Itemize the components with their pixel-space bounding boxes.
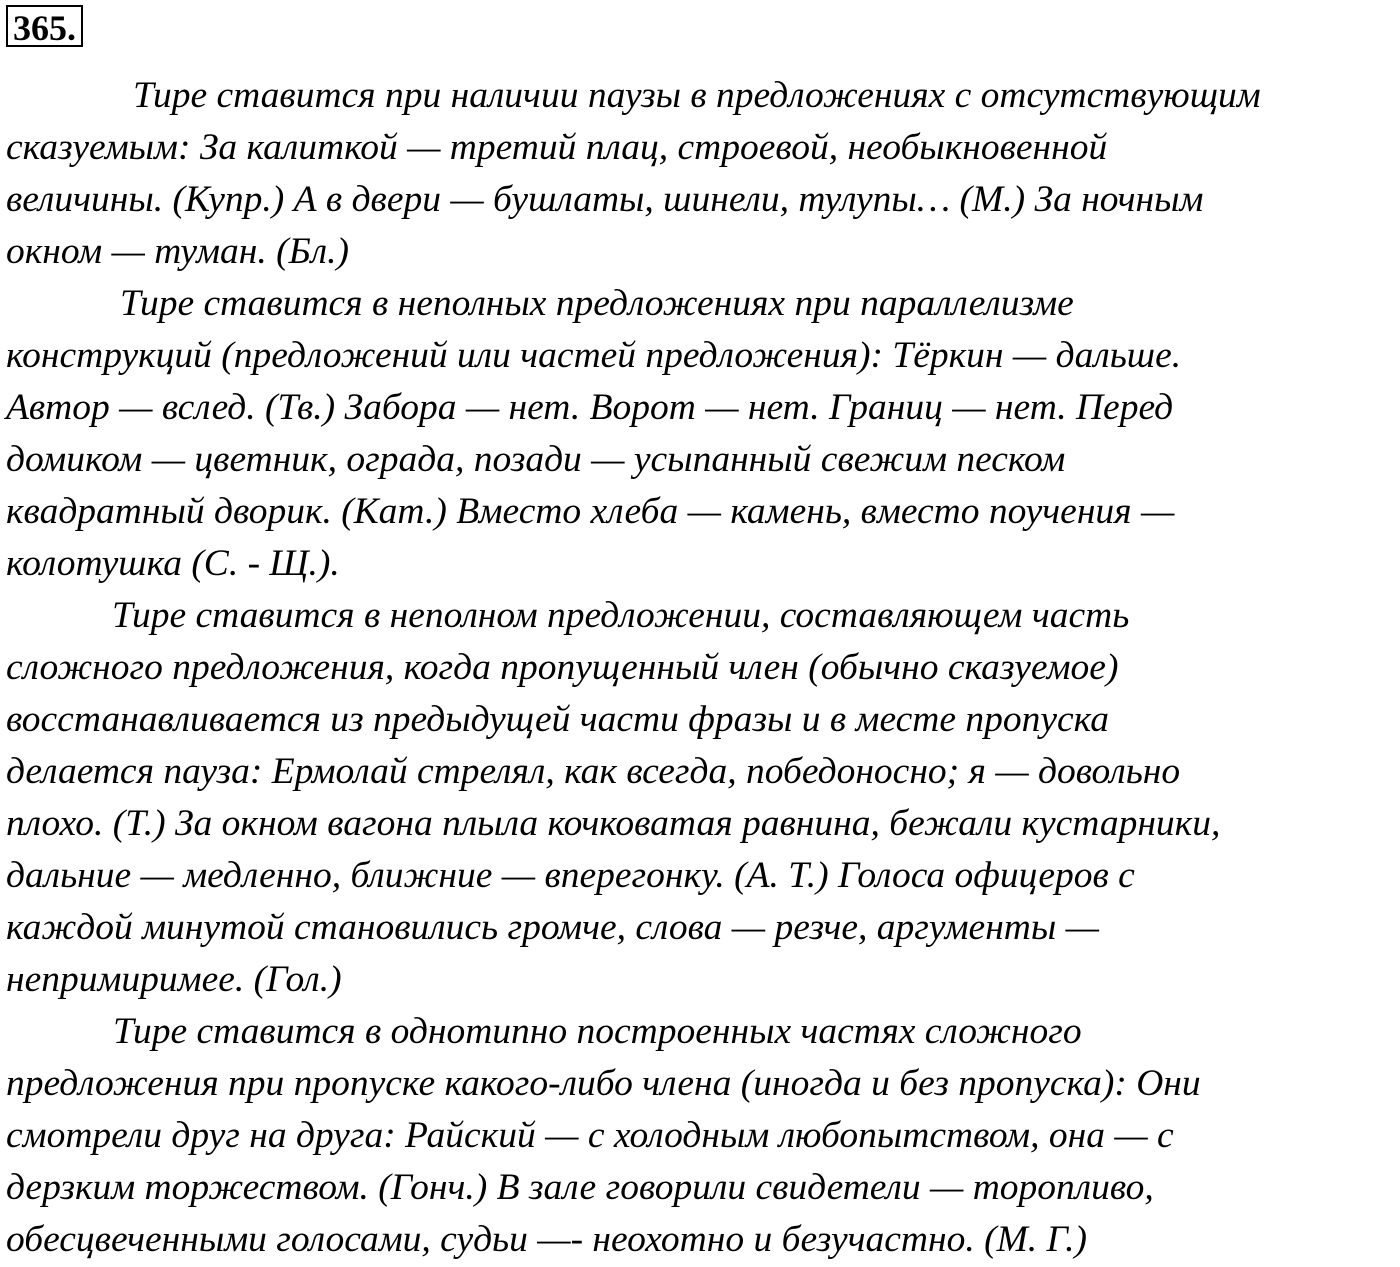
paragraph-3-line-2: сложного предложения, когда пропущенный член (обычно сказуемое) xyxy=(6,647,1119,688)
paragraph-4-line-2: предложения при пропуске какого-либо члена (иногда и без пропуска): Они xyxy=(6,1063,1201,1104)
paragraph-2-line-6: колотушка (С. - Щ.). xyxy=(6,543,340,584)
paragraph-3-line-5: плохо. (Т.) За окном вагона плыла кочковатая равнина, бежали кустарники, xyxy=(6,803,1221,844)
paragraph-2-line-3: Автор — вслед. (Тв.) Забора — нет. Ворот — нет. Границ — нет. Перед xyxy=(6,387,1174,428)
paragraph-2-line-2: конструкций (предложений или частей предложения): Тёркин — дальше. xyxy=(6,335,1182,376)
paragraph-4-line-3: смотрели друг на друга: Райский — с холодным любопытством, она — с xyxy=(6,1115,1174,1156)
paragraph-3-line-6: дальние — медленно, ближние — вперегонку. (А. Т.) Голоса офицеров с xyxy=(6,855,1135,896)
paragraph-2-line-1: Тире ставится в неполных предложениях при параллелизме xyxy=(120,283,1074,324)
paragraph-3-line-1: Тире ставится в неполном предложении, составляющем часть xyxy=(112,595,1130,636)
paragraph-3-line-8: непримиримее. (Гол.) xyxy=(6,959,342,1000)
paragraph-2-line-4: домиком — цветник, ограда, позади — усыпанный свежим песком xyxy=(6,439,1066,480)
paragraph-1-line-4: окном — туман. (Бл.) xyxy=(6,231,349,272)
paragraph-4-line-4: дерзким торжеством. (Гонч.) В зале говорили свидетели — торопливо, xyxy=(6,1167,1154,1208)
paragraph-3-line-7: каждой минутой становились громче, слова — резче, аргументы — xyxy=(6,907,1099,948)
rule-text-block xyxy=(6,70,1398,1266)
paragraph-1-line-1: Тире ставится при наличии паузы в предложениях с отсутствующим xyxy=(133,75,1261,116)
paragraph-2-line-5: квадратный дворик. (Кат.) Вместо хлеба — камень, вместо поучения — xyxy=(6,491,1175,532)
paragraph-1-line-2: сказуемым: За калиткой — третий плац, строевой, необыкновенной xyxy=(6,127,1108,168)
paragraph-4-line-5: обесцвеченными голосами, судьи —- неохотно и безучастно. (М. Г.) xyxy=(6,1219,1087,1260)
paragraph-3-line-4: делается пауза: Ермолай стрелял, как всегда, победоносно; я — довольно xyxy=(6,751,1181,792)
paragraph-3-line-3: восстанавливается из предыдущей части фразы и в месте пропуска xyxy=(6,699,1110,740)
paragraph-4-line-1: Тире ставится в однотипно построенных частях сложного xyxy=(113,1011,1082,1052)
exercise-number: 365. xyxy=(6,5,83,47)
paragraph-1-line-3: величины. (Купр.) А в двери — бушлаты, шинели, тулупы… (М.) За ночным xyxy=(6,179,1204,220)
